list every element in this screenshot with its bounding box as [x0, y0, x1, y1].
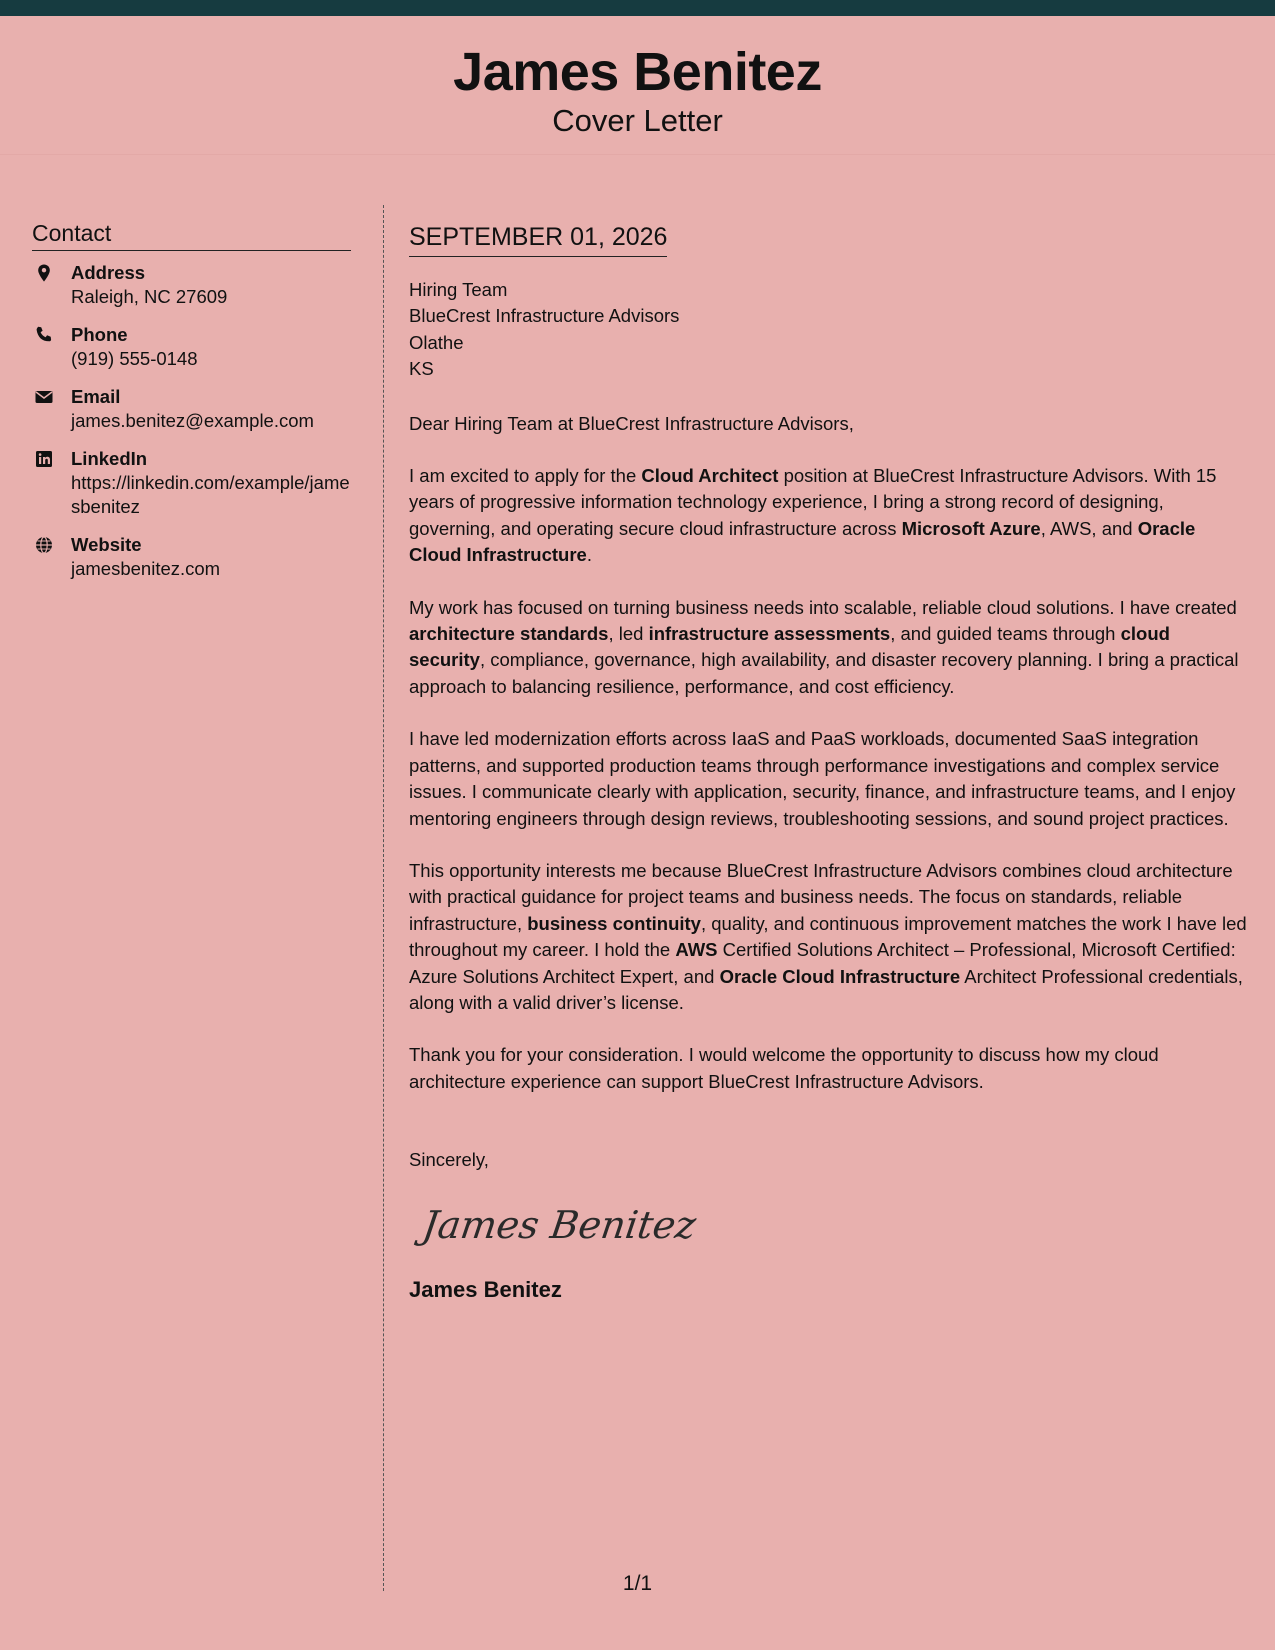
paragraph-text: Thank you for your consideration. I would welcome the opportunity to discuss how my cloud architecture experience can support BlueCrest Infrastructure Advisors.	[409, 1044, 1159, 1092]
linkedin-icon	[34, 449, 54, 469]
greeting: Dear Hiring Team at BlueCrest Infrastructure Advisors,	[409, 412, 854, 434]
column-divider	[383, 205, 384, 1591]
top-accent-bar	[0, 0, 1275, 16]
paragraph-text: Certified Solutions Architect – Professional, Microsoft Certified: Azure Solutions Architect Expert, and	[409, 939, 1236, 987]
phone-value: (919) 555-0148	[71, 348, 198, 369]
emphasis-text: AWS	[675, 939, 718, 961]
emphasis-text: Oracle Cloud Infrastructure	[719, 965, 961, 987]
handwritten-signature	[419, 1196, 699, 1256]
email-value: james.benitez@example.com	[71, 410, 314, 431]
contact-label: LinkedIn	[71, 448, 148, 469]
letter-date: SEPTEMBER 01, 2026	[409, 220, 667, 257]
paragraph-text: .	[586, 544, 592, 566]
paragraph-text: This opportunity interests me because BlueCrest Infrastructure Advisors combines cloud architecture with practical guidance for project teams and business needs. The focus on standards, reliable infrastructure,	[409, 859, 1233, 934]
paragraph-text: , and guided teams through	[890, 623, 1121, 645]
paragraph-text: , quality, and continuous improvement matches the work I have led throughout my career. I hold the	[409, 912, 1247, 961]
contact-item-email	[32, 385, 351, 433]
recipient-line: KS	[409, 358, 434, 380]
applicant-name: James Benitez	[453, 42, 822, 102]
letter-paragraph	[409, 595, 1251, 701]
paragraph-text: I have led modernization efforts across IaaS and PaaS workloads, documented SaaS integration patterns, and supported production teams through performance investigations and complex service issues. I communicate clearly with application, security, finance, and infrastructure teams, and I enjoy mentoring engineers through design reviews, troubleshooting sessions, and sound project practices.	[409, 728, 1236, 829]
closing: Sincerely,	[409, 1149, 489, 1171]
map-pin-icon	[34, 263, 54, 283]
paragraph-text: position at BlueCrest Infrastructure Advisors. With 15 years of progressive information technology experience, I bring a strong record of designing, governing, and operating secure cloud infrastructure across	[409, 465, 1217, 539]
contact-item-linkedin	[32, 447, 351, 519]
recipient-line: Olathe	[409, 331, 464, 353]
letter-paragraph	[409, 463, 1251, 569]
letter-paragraphs	[409, 463, 1251, 1095]
paragraph-text: My work has focused on turning business needs into scalable, reliable cloud solutions. I have created	[409, 596, 1237, 618]
contact-sidebar	[32, 218, 351, 595]
envelope-icon	[34, 387, 54, 407]
contact-label: Phone	[71, 324, 128, 345]
paragraph-text: Architect Professional credentials, along with a valid driver’s license.	[409, 965, 1243, 1013]
paragraph-text: , AWS, and	[1040, 517, 1138, 539]
signer-name: James Benitez	[409, 1276, 562, 1302]
page-number: 1/1	[622, 1572, 653, 1595]
recipient-line: Hiring Team	[409, 279, 508, 300]
recipient-block	[409, 277, 1251, 383]
letter-body	[409, 220, 1251, 1305]
contact-heading: Contact	[32, 218, 351, 251]
letter-paragraph	[409, 726, 1251, 832]
paragraph-text: , compliance, governance, high availability, and disaster recovery planning. I bring a practical approach to balancing resilience, performance, and cost efficiency.	[409, 649, 1239, 697]
emphasis-text: Cloud Architect	[641, 465, 779, 487]
contact-item-phone	[32, 323, 351, 371]
contact-item-address	[32, 261, 351, 309]
emphasis-text: cloud security	[409, 623, 1170, 671]
emphasis-text: infrastructure assessments	[648, 623, 891, 645]
document-header	[0, 16, 1275, 155]
contact-label: Address	[71, 262, 146, 283]
contact-label: Email	[71, 386, 121, 407]
globe-icon	[34, 535, 54, 555]
emphasis-text: Oracle Cloud Infrastructure	[409, 517, 1196, 566]
recipient-line: BlueCrest Infrastructure Advisors	[409, 305, 680, 327]
signature-glyphs: James Benitez	[419, 1203, 699, 1248]
paragraph-text: , led	[608, 623, 649, 645]
linkedin-value: https://linkedin.com/example/jamesbenitez	[71, 472, 350, 517]
emphasis-text: business continuity	[527, 912, 701, 934]
document-subtitle: Cover Letter	[552, 103, 723, 138]
emphasis-text: Microsoft Azure	[901, 517, 1041, 539]
phone-icon	[34, 325, 54, 345]
emphasis-text: architecture standards	[409, 623, 609, 645]
letter-paragraph	[409, 1042, 1251, 1095]
paragraph-text: I am excited to apply for the	[409, 465, 642, 487]
letter-paragraph	[409, 858, 1251, 1016]
address-value: Raleigh, NC 27609	[71, 286, 228, 307]
contact-item-website	[32, 533, 351, 581]
contact-label: Website	[71, 534, 142, 555]
website-value: jamesbenitez.com	[71, 558, 221, 579]
